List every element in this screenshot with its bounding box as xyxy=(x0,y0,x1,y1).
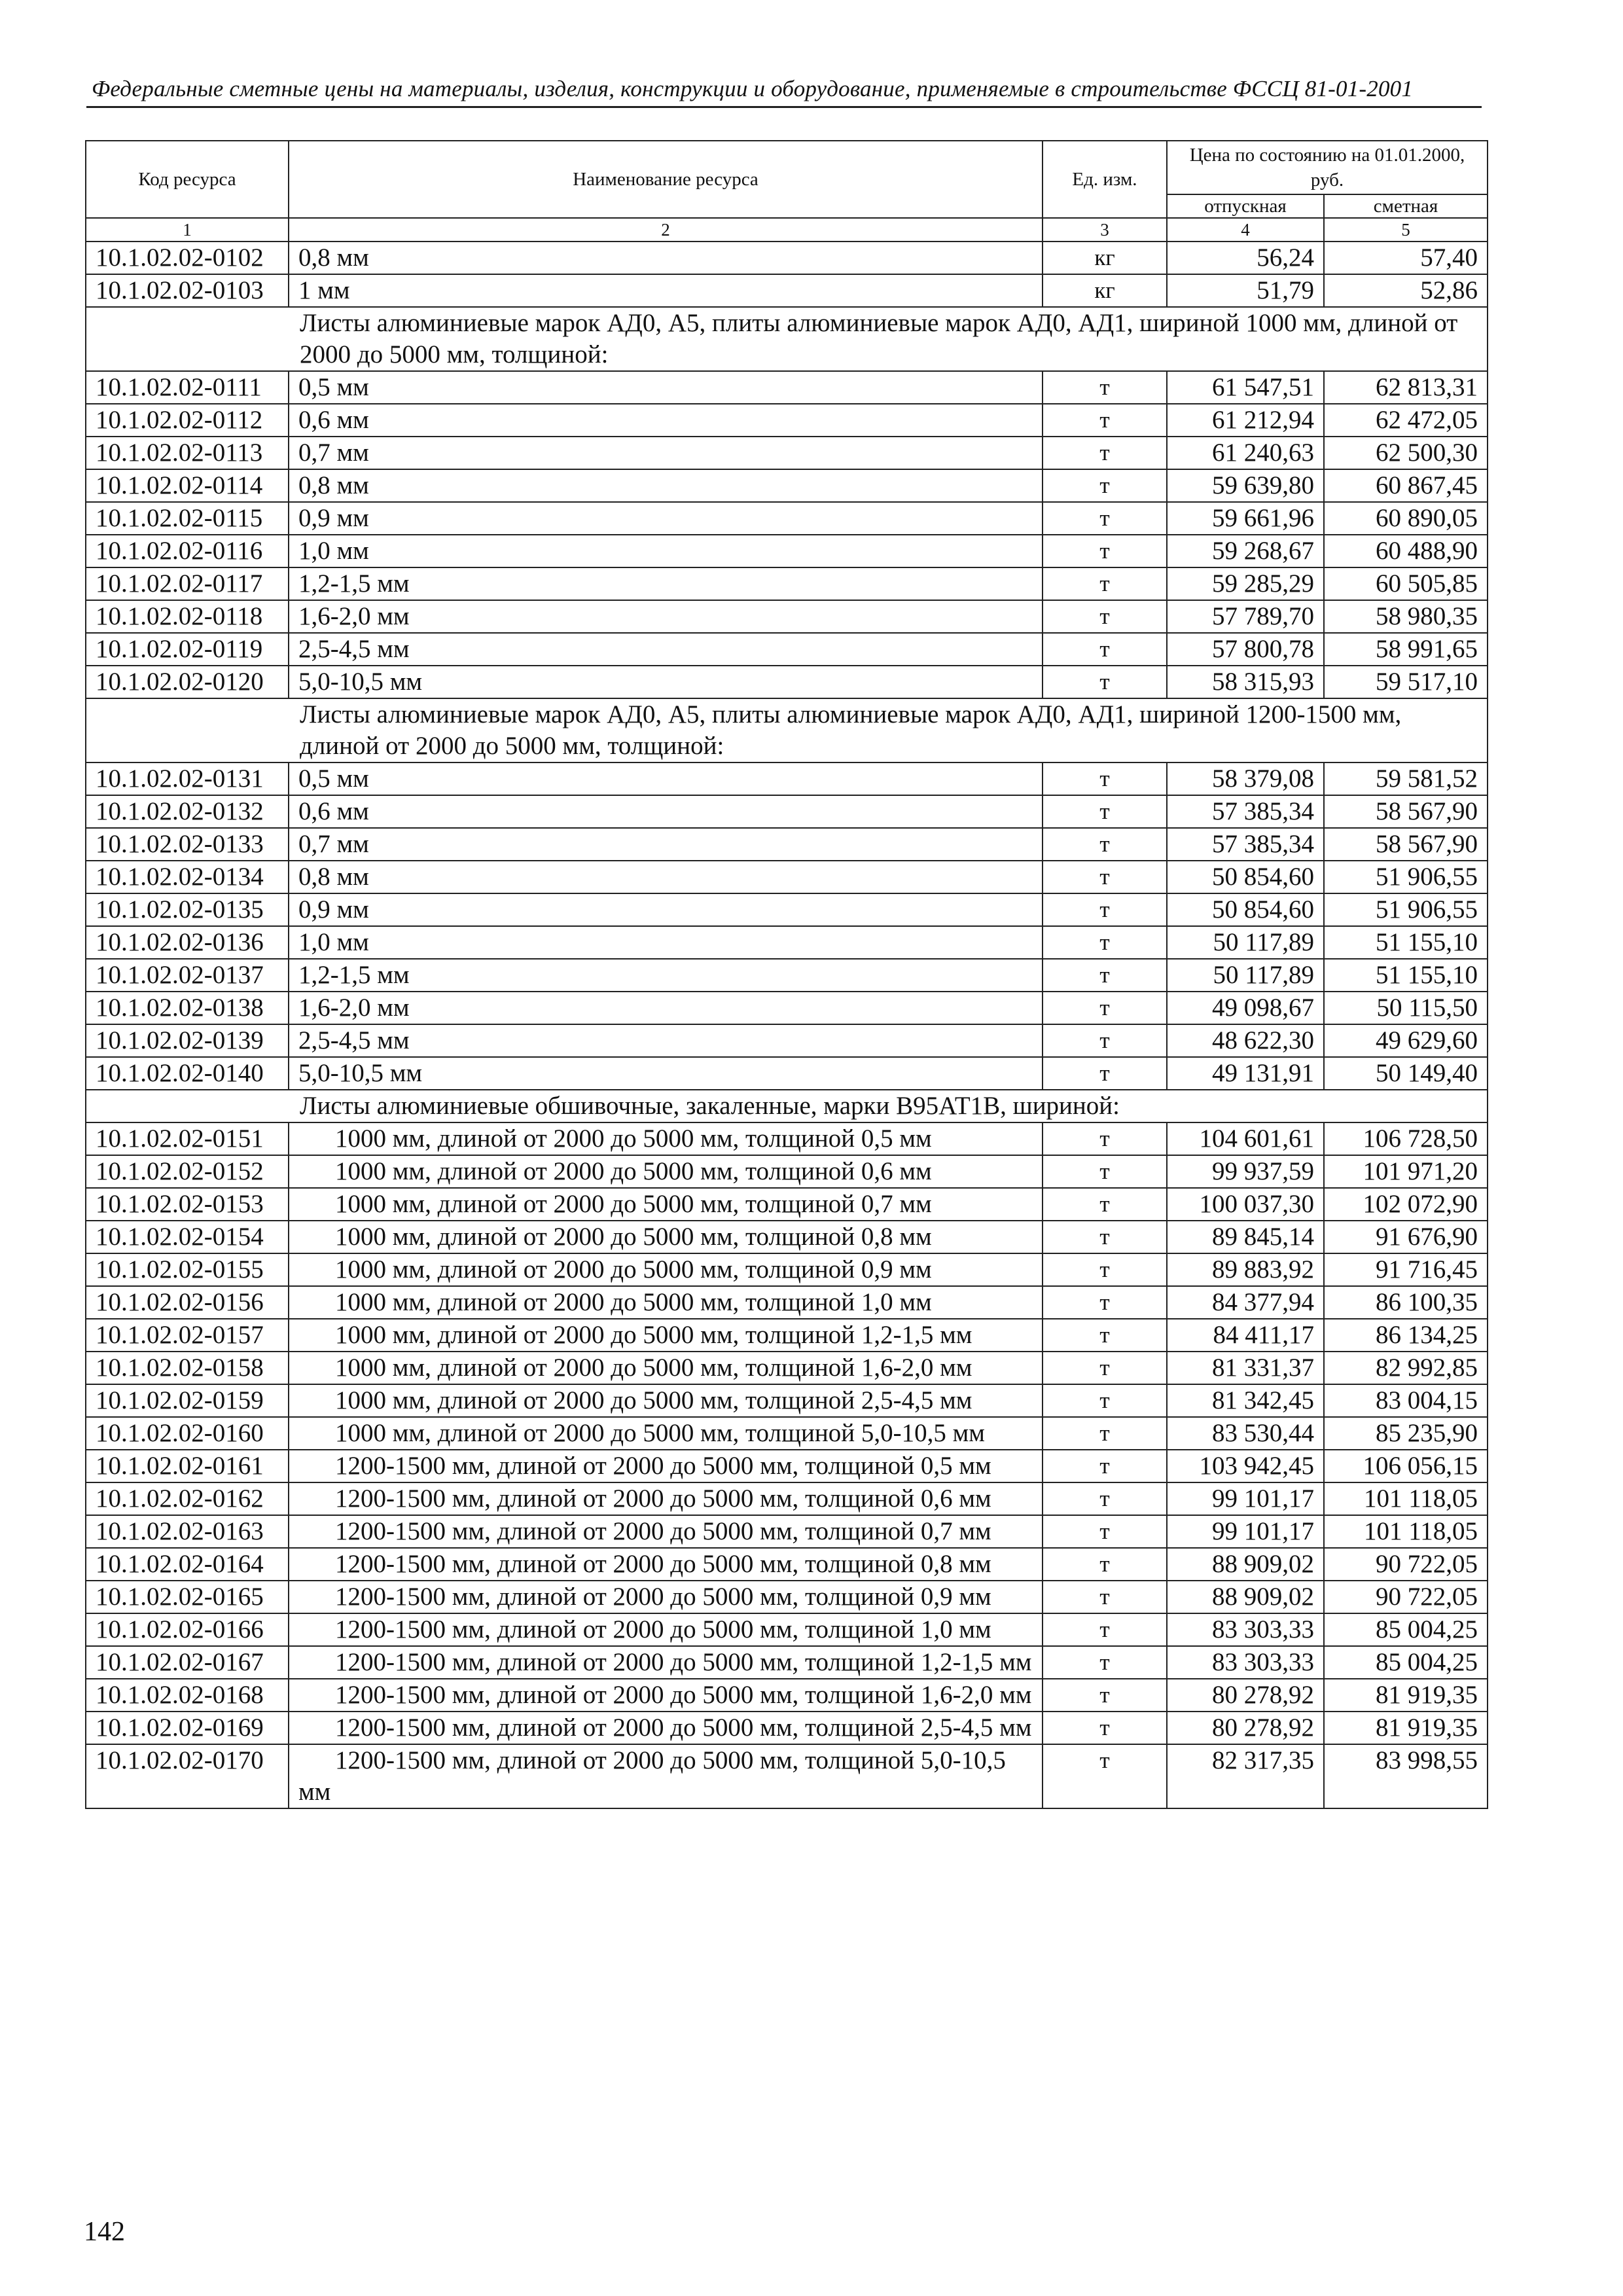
release-price: 59 661,96 xyxy=(1167,502,1324,535)
unit-of-measure: т xyxy=(1043,1515,1167,1548)
unit-of-measure: т xyxy=(1043,1221,1167,1253)
release-price: 57 800,78 xyxy=(1167,633,1324,666)
resource-name: 1000 мм, длиной от 2000 до 5000 мм, толщиной 1,0 мм xyxy=(289,1286,1043,1319)
estimate-price: 62 813,31 xyxy=(1324,371,1488,404)
unit-of-measure: т xyxy=(1043,1482,1167,1515)
table-row xyxy=(86,371,1488,404)
table-row xyxy=(86,1319,1488,1352)
table-body xyxy=(86,242,1488,1808)
estimate-price: 85 004,25 xyxy=(1324,1646,1488,1679)
release-price: 83 303,33 xyxy=(1167,1613,1324,1646)
release-price: 104 601,61 xyxy=(1167,1122,1324,1155)
table-row xyxy=(86,274,1488,307)
resource-code: 10.1.02.02-0111 xyxy=(86,371,289,404)
table-row xyxy=(86,242,1488,274)
table-row xyxy=(86,633,1488,666)
release-price: 61 547,51 xyxy=(1167,371,1324,404)
unit-of-measure: т xyxy=(1043,666,1167,698)
estimate-price: 101 971,20 xyxy=(1324,1155,1488,1188)
resource-code: 10.1.02.02-0164 xyxy=(86,1548,289,1581)
table-row xyxy=(86,1450,1488,1482)
table-row xyxy=(86,1417,1488,1450)
resource-code: 10.1.02.02-0134 xyxy=(86,861,289,893)
release-price: 50 117,89 xyxy=(1167,959,1324,992)
group-header-row xyxy=(86,698,1488,762)
resource-name: 1200-1500 мм, длиной от 2000 до 5000 мм, толщиной 0,8 мм xyxy=(289,1548,1043,1581)
estimate-price: 58 980,35 xyxy=(1324,600,1488,633)
table-row xyxy=(86,437,1488,469)
release-price: 56,24 xyxy=(1167,242,1324,274)
estimate-price: 58 991,65 xyxy=(1324,633,1488,666)
table-row xyxy=(86,1712,1488,1744)
estimate-price: 83 004,15 xyxy=(1324,1384,1488,1417)
resource-code: 10.1.02.02-0132 xyxy=(86,795,289,828)
resource-name: 1,2-1,5 мм xyxy=(289,959,1043,992)
resource-code: 10.1.02.02-0114 xyxy=(86,469,289,502)
table-row xyxy=(86,1024,1488,1057)
table-row xyxy=(86,1613,1488,1646)
estimate-price: 81 919,35 xyxy=(1324,1712,1488,1744)
estimate-price: 90 722,05 xyxy=(1324,1581,1488,1613)
release-price: 81 342,45 xyxy=(1167,1384,1324,1417)
release-price: 50 854,60 xyxy=(1167,861,1324,893)
unit-of-measure: т xyxy=(1043,861,1167,893)
table-row xyxy=(86,1155,1488,1188)
resource-name: 1000 мм, длиной от 2000 до 5000 мм, толщиной 0,5 мм xyxy=(289,1122,1043,1155)
release-price: 84 377,94 xyxy=(1167,1286,1324,1319)
header-rule xyxy=(86,106,1482,108)
table-row xyxy=(86,666,1488,698)
resource-code: 10.1.02.02-0116 xyxy=(86,535,289,567)
unit-of-measure: т xyxy=(1043,1712,1167,1744)
release-price: 80 278,92 xyxy=(1167,1712,1324,1744)
release-price: 50 854,60 xyxy=(1167,893,1324,926)
resource-code: 10.1.02.02-0136 xyxy=(86,926,289,959)
release-price: 83 530,44 xyxy=(1167,1417,1324,1450)
resource-code: 10.1.02.02-0158 xyxy=(86,1352,289,1384)
resource-code: 10.1.02.02-0103 xyxy=(86,274,289,307)
release-price: 59 285,29 xyxy=(1167,567,1324,600)
release-price: 61 240,63 xyxy=(1167,437,1324,469)
table-row xyxy=(86,600,1488,633)
column-number: 1 xyxy=(86,218,289,242)
unit-of-measure: т xyxy=(1043,828,1167,861)
resource-name: 0,8 мм xyxy=(289,242,1043,274)
release-price: 48 622,30 xyxy=(1167,1024,1324,1057)
running-header: Федеральные сметные цены на материалы, изделия, конструкции и оборудование, применяемые в строительстве ФССЦ 81-01-2001 xyxy=(92,76,1414,101)
release-price: 49 098,67 xyxy=(1167,992,1324,1024)
table-row xyxy=(86,1057,1488,1090)
release-price: 89 845,14 xyxy=(1167,1221,1324,1253)
unit-of-measure: т xyxy=(1043,893,1167,926)
resource-name: 1 мм xyxy=(289,274,1043,307)
group-title: Листы алюминиевые марок АД0, А5, плиты алюминиевые марок АД0, АД1, шириной 1000 мм, длиной от 2000 до 5000 мм, толщиной: xyxy=(86,307,1488,371)
release-price: 89 883,92 xyxy=(1167,1253,1324,1286)
resource-code: 10.1.02.02-0153 xyxy=(86,1188,289,1221)
unit-of-measure: т xyxy=(1043,404,1167,437)
unit-of-measure: т xyxy=(1043,1646,1167,1679)
unit-of-measure: т xyxy=(1043,992,1167,1024)
unit-of-measure: т xyxy=(1043,959,1167,992)
resource-name: 1200-1500 мм, длиной от 2000 до 5000 мм, толщиной 0,6 мм xyxy=(289,1482,1043,1515)
resource-name: 1200-1500 мм, длиной от 2000 до 5000 мм, толщиной 0,7 мм xyxy=(289,1515,1043,1548)
unit-of-measure: т xyxy=(1043,1057,1167,1090)
estimate-price: 58 567,90 xyxy=(1324,828,1488,861)
resource-code: 10.1.02.02-0119 xyxy=(86,633,289,666)
table-row xyxy=(86,404,1488,437)
resource-name: 1,0 мм xyxy=(289,535,1043,567)
release-price: 50 117,89 xyxy=(1167,926,1324,959)
resource-name: 1000 мм, длиной от 2000 до 5000 мм, толщиной 5,0-10,5 мм xyxy=(289,1417,1043,1450)
table-head xyxy=(86,141,1488,242)
resource-code: 10.1.02.02-0169 xyxy=(86,1712,289,1744)
resource-code: 10.1.02.02-0165 xyxy=(86,1581,289,1613)
column-header-release: отпускная xyxy=(1167,194,1324,218)
column-number: 3 xyxy=(1043,218,1167,242)
estimate-price: 51 155,10 xyxy=(1324,926,1488,959)
column-number-row xyxy=(86,218,1488,242)
estimate-price: 49 629,60 xyxy=(1324,1024,1488,1057)
column-header-code: Код ресурса xyxy=(86,141,289,218)
column-number: 4 xyxy=(1167,218,1324,242)
resource-name: 1200-1500 мм, длиной от 2000 до 5000 мм, толщиной 5,0-10,5 мм xyxy=(289,1744,1043,1808)
release-price: 59 639,80 xyxy=(1167,469,1324,502)
resource-name: 1200-1500 мм, длиной от 2000 до 5000 мм, толщиной 0,5 мм xyxy=(289,1450,1043,1482)
release-price: 81 331,37 xyxy=(1167,1352,1324,1384)
resource-code: 10.1.02.02-0137 xyxy=(86,959,289,992)
resource-name: 0,7 мм xyxy=(289,828,1043,861)
estimate-price: 60 505,85 xyxy=(1324,567,1488,600)
resource-code: 10.1.02.02-0138 xyxy=(86,992,289,1024)
table-row xyxy=(86,1744,1488,1808)
estimate-price: 91 676,90 xyxy=(1324,1221,1488,1253)
resource-name: 1000 мм, длиной от 2000 до 5000 мм, толщиной 1,6-2,0 мм xyxy=(289,1352,1043,1384)
resource-code: 10.1.02.02-0163 xyxy=(86,1515,289,1548)
release-price: 88 909,02 xyxy=(1167,1581,1324,1613)
table-row xyxy=(86,1646,1488,1679)
resource-code: 10.1.02.02-0133 xyxy=(86,828,289,861)
estimate-price: 50 149,40 xyxy=(1324,1057,1488,1090)
resource-name: 0,6 мм xyxy=(289,404,1043,437)
table-row xyxy=(86,762,1488,795)
release-price: 88 909,02 xyxy=(1167,1548,1324,1581)
group-title: Листы алюминиевые обшивочные, закаленные, марки В95АТ1В, шириной: xyxy=(86,1090,1488,1122)
group-header-row xyxy=(86,1090,1488,1122)
release-price: 80 278,92 xyxy=(1167,1679,1324,1712)
unit-of-measure: т xyxy=(1043,502,1167,535)
release-price: 57 385,34 xyxy=(1167,828,1324,861)
unit-of-measure: т xyxy=(1043,1253,1167,1286)
resource-code: 10.1.02.02-0151 xyxy=(86,1122,289,1155)
estimate-price: 58 567,90 xyxy=(1324,795,1488,828)
resource-code: 10.1.02.02-0117 xyxy=(86,567,289,600)
release-price: 100 037,30 xyxy=(1167,1188,1324,1221)
resource-code: 10.1.02.02-0166 xyxy=(86,1613,289,1646)
unit-of-measure: т xyxy=(1043,1581,1167,1613)
unit-of-measure: т xyxy=(1043,1613,1167,1646)
table-row xyxy=(86,1548,1488,1581)
resource-code: 10.1.02.02-0167 xyxy=(86,1646,289,1679)
column-header-unit: Ед. изм. xyxy=(1043,141,1167,218)
resource-name: 0,5 мм xyxy=(289,371,1043,404)
resource-name: 0,5 мм xyxy=(289,762,1043,795)
resource-code: 10.1.02.02-0155 xyxy=(86,1253,289,1286)
unit-of-measure: т xyxy=(1043,633,1167,666)
table-row xyxy=(86,535,1488,567)
resource-name: 0,9 мм xyxy=(289,502,1043,535)
estimate-price: 52,86 xyxy=(1324,274,1488,307)
resource-name: 0,8 мм xyxy=(289,469,1043,502)
estimate-price: 81 919,35 xyxy=(1324,1679,1488,1712)
release-price: 103 942,45 xyxy=(1167,1450,1324,1482)
resource-name: 1000 мм, длиной от 2000 до 5000 мм, толщиной 2,5-4,5 мм xyxy=(289,1384,1043,1417)
unit-of-measure: т xyxy=(1043,1548,1167,1581)
estimate-price: 51 155,10 xyxy=(1324,959,1488,992)
estimate-price: 101 118,05 xyxy=(1324,1515,1488,1548)
estimate-price: 60 867,45 xyxy=(1324,469,1488,502)
resource-code: 10.1.02.02-0120 xyxy=(86,666,289,698)
unit-of-measure: т xyxy=(1043,567,1167,600)
estimate-price: 102 072,90 xyxy=(1324,1188,1488,1221)
release-price: 58 379,08 xyxy=(1167,762,1324,795)
resource-name: 2,5-4,5 мм xyxy=(289,633,1043,666)
release-price: 58 315,93 xyxy=(1167,666,1324,698)
resource-name: 1200-1500 мм, длиной от 2000 до 5000 мм, толщиной 0,9 мм xyxy=(289,1581,1043,1613)
estimate-price: 90 722,05 xyxy=(1324,1548,1488,1581)
unit-of-measure: т xyxy=(1043,535,1167,567)
resource-name: 0,6 мм xyxy=(289,795,1043,828)
unit-of-measure: т xyxy=(1043,926,1167,959)
resource-name: 5,0-10,5 мм xyxy=(289,666,1043,698)
resource-name: 1000 мм, длиной от 2000 до 5000 мм, толщиной 0,9 мм xyxy=(289,1253,1043,1286)
group-header-row xyxy=(86,307,1488,371)
estimate-price: 51 906,55 xyxy=(1324,893,1488,926)
release-price: 99 101,17 xyxy=(1167,1515,1324,1548)
resource-code: 10.1.02.02-0139 xyxy=(86,1024,289,1057)
table-row xyxy=(86,502,1488,535)
table-row xyxy=(86,1384,1488,1417)
resource-name: 1200-1500 мм, длиной от 2000 до 5000 мм, толщиной 1,0 мм xyxy=(289,1613,1043,1646)
resource-code: 10.1.02.02-0112 xyxy=(86,404,289,437)
table-row xyxy=(86,1253,1488,1286)
table-row xyxy=(86,992,1488,1024)
release-price: 83 303,33 xyxy=(1167,1646,1324,1679)
resource-code: 10.1.02.02-0168 xyxy=(86,1679,289,1712)
column-header-estimate: сметная xyxy=(1324,194,1488,218)
release-price: 59 268,67 xyxy=(1167,535,1324,567)
resource-name: 0,7 мм xyxy=(289,437,1043,469)
estimate-price: 83 998,55 xyxy=(1324,1744,1488,1808)
group-title: Листы алюминиевые марок АД0, А5, плиты алюминиевые марок АД0, АД1, шириной 1200-1500 мм, длиной от 2000 до 5000 мм, толщиной: xyxy=(86,698,1488,762)
resource-code: 10.1.02.02-0162 xyxy=(86,1482,289,1515)
resource-code: 10.1.02.02-0115 xyxy=(86,502,289,535)
estimate-price: 101 118,05 xyxy=(1324,1482,1488,1515)
resource-code: 10.1.02.02-0118 xyxy=(86,600,289,633)
release-price: 49 131,91 xyxy=(1167,1057,1324,1090)
release-price: 99 101,17 xyxy=(1167,1482,1324,1515)
table-row xyxy=(86,795,1488,828)
unit-of-measure: т xyxy=(1043,371,1167,404)
resource-code: 10.1.02.02-0161 xyxy=(86,1450,289,1482)
resource-name: 1200-1500 мм, длиной от 2000 до 5000 мм, толщиной 2,5-4,5 мм xyxy=(289,1712,1043,1744)
column-number: 2 xyxy=(289,218,1043,242)
resource-code: 10.1.02.02-0152 xyxy=(86,1155,289,1188)
unit-of-measure: т xyxy=(1043,1188,1167,1221)
resource-code: 10.1.02.02-0157 xyxy=(86,1319,289,1352)
unit-of-measure: т xyxy=(1043,1319,1167,1352)
resource-code: 10.1.02.02-0170 xyxy=(86,1744,289,1808)
estimate-price: 60 488,90 xyxy=(1324,535,1488,567)
resource-name: 1,2-1,5 мм xyxy=(289,567,1043,600)
release-price: 84 411,17 xyxy=(1167,1319,1324,1352)
release-price: 51,79 xyxy=(1167,274,1324,307)
unit-of-measure: кг xyxy=(1043,242,1167,274)
release-price: 57 385,34 xyxy=(1167,795,1324,828)
table-row xyxy=(86,1122,1488,1155)
estimate-price: 85 235,90 xyxy=(1324,1417,1488,1450)
table-row xyxy=(86,828,1488,861)
resource-name: 1,0 мм xyxy=(289,926,1043,959)
estimate-price: 62 472,05 xyxy=(1324,404,1488,437)
table-row xyxy=(86,1352,1488,1384)
estimate-price: 86 134,25 xyxy=(1324,1319,1488,1352)
table-row xyxy=(86,1482,1488,1515)
unit-of-measure: т xyxy=(1043,1744,1167,1808)
table-row xyxy=(86,1221,1488,1253)
unit-of-measure: т xyxy=(1043,762,1167,795)
resource-name: 2,5-4,5 мм xyxy=(289,1024,1043,1057)
resource-code: 10.1.02.02-0113 xyxy=(86,437,289,469)
resource-name: 1000 мм, длиной от 2000 до 5000 мм, толщиной 0,7 мм xyxy=(289,1188,1043,1221)
estimate-price: 57,40 xyxy=(1324,242,1488,274)
unit-of-measure: т xyxy=(1043,437,1167,469)
estimate-price: 50 115,50 xyxy=(1324,992,1488,1024)
resource-name: 1000 мм, длиной от 2000 до 5000 мм, толщиной 0,8 мм xyxy=(289,1221,1043,1253)
table-row xyxy=(86,1188,1488,1221)
resource-code: 10.1.02.02-0135 xyxy=(86,893,289,926)
unit-of-measure: т xyxy=(1043,1352,1167,1384)
column-header-price: Цена по состоянию на 01.01.2000, руб. xyxy=(1167,141,1488,194)
price-table xyxy=(85,140,1488,1809)
estimate-price: 106 728,50 xyxy=(1324,1122,1488,1155)
column-header-name: Наименование ресурса xyxy=(289,141,1043,218)
resource-name: 0,8 мм xyxy=(289,861,1043,893)
resource-code: 10.1.02.02-0102 xyxy=(86,242,289,274)
unit-of-measure: т xyxy=(1043,469,1167,502)
resource-name: 1200-1500 мм, длиной от 2000 до 5000 мм, толщиной 1,2-1,5 мм xyxy=(289,1646,1043,1679)
estimate-price: 106 056,15 xyxy=(1324,1450,1488,1482)
resource-code: 10.1.02.02-0160 xyxy=(86,1417,289,1450)
column-number: 5 xyxy=(1324,218,1488,242)
estimate-price: 82 992,85 xyxy=(1324,1352,1488,1384)
table-row xyxy=(86,1581,1488,1613)
unit-of-measure: т xyxy=(1043,1286,1167,1319)
table-header-row xyxy=(86,141,1488,194)
resource-code: 10.1.02.02-0156 xyxy=(86,1286,289,1319)
resource-name: 1200-1500 мм, длиной от 2000 до 5000 мм, толщиной 1,6-2,0 мм xyxy=(289,1679,1043,1712)
table-row xyxy=(86,1286,1488,1319)
table-row xyxy=(86,926,1488,959)
unit-of-measure: т xyxy=(1043,600,1167,633)
resource-name: 1000 мм, длиной от 2000 до 5000 мм, толщиной 0,6 мм xyxy=(289,1155,1043,1188)
unit-of-measure: т xyxy=(1043,1679,1167,1712)
unit-of-measure: т xyxy=(1043,795,1167,828)
estimate-price: 51 906,55 xyxy=(1324,861,1488,893)
table-row xyxy=(86,959,1488,992)
unit-of-measure: т xyxy=(1043,1155,1167,1188)
unit-of-measure: т xyxy=(1043,1024,1167,1057)
page-number: 142 xyxy=(84,2217,125,2247)
release-price: 57 789,70 xyxy=(1167,600,1324,633)
resource-code: 10.1.02.02-0154 xyxy=(86,1221,289,1253)
unit-of-measure: т xyxy=(1043,1417,1167,1450)
table-row xyxy=(86,1515,1488,1548)
estimate-price: 60 890,05 xyxy=(1324,502,1488,535)
resource-name: 1,6-2,0 мм xyxy=(289,992,1043,1024)
resource-name: 1,6-2,0 мм xyxy=(289,600,1043,633)
table-row xyxy=(86,567,1488,600)
estimate-price: 59 581,52 xyxy=(1324,762,1488,795)
table-row xyxy=(86,861,1488,893)
resource-code: 10.1.02.02-0131 xyxy=(86,762,289,795)
resource-name: 5,0-10,5 мм xyxy=(289,1057,1043,1090)
resource-code: 10.1.02.02-0159 xyxy=(86,1384,289,1417)
estimate-price: 59 517,10 xyxy=(1324,666,1488,698)
resource-code: 10.1.02.02-0140 xyxy=(86,1057,289,1090)
resource-name: 1000 мм, длиной от 2000 до 5000 мм, толщиной 1,2-1,5 мм xyxy=(289,1319,1043,1352)
table-row xyxy=(86,893,1488,926)
resource-name: 0,9 мм xyxy=(289,893,1043,926)
unit-of-measure: т xyxy=(1043,1450,1167,1482)
estimate-price: 85 004,25 xyxy=(1324,1613,1488,1646)
table-row xyxy=(86,1679,1488,1712)
unit-of-measure: т xyxy=(1043,1122,1167,1155)
release-price: 82 317,35 xyxy=(1167,1744,1324,1808)
release-price: 61 212,94 xyxy=(1167,404,1324,437)
unit-of-measure: т xyxy=(1043,1384,1167,1417)
estimate-price: 91 716,45 xyxy=(1324,1253,1488,1286)
table-row xyxy=(86,469,1488,502)
estimate-price: 62 500,30 xyxy=(1324,437,1488,469)
unit-of-measure: кг xyxy=(1043,274,1167,307)
release-price: 99 937,59 xyxy=(1167,1155,1324,1188)
estimate-price: 86 100,35 xyxy=(1324,1286,1488,1319)
